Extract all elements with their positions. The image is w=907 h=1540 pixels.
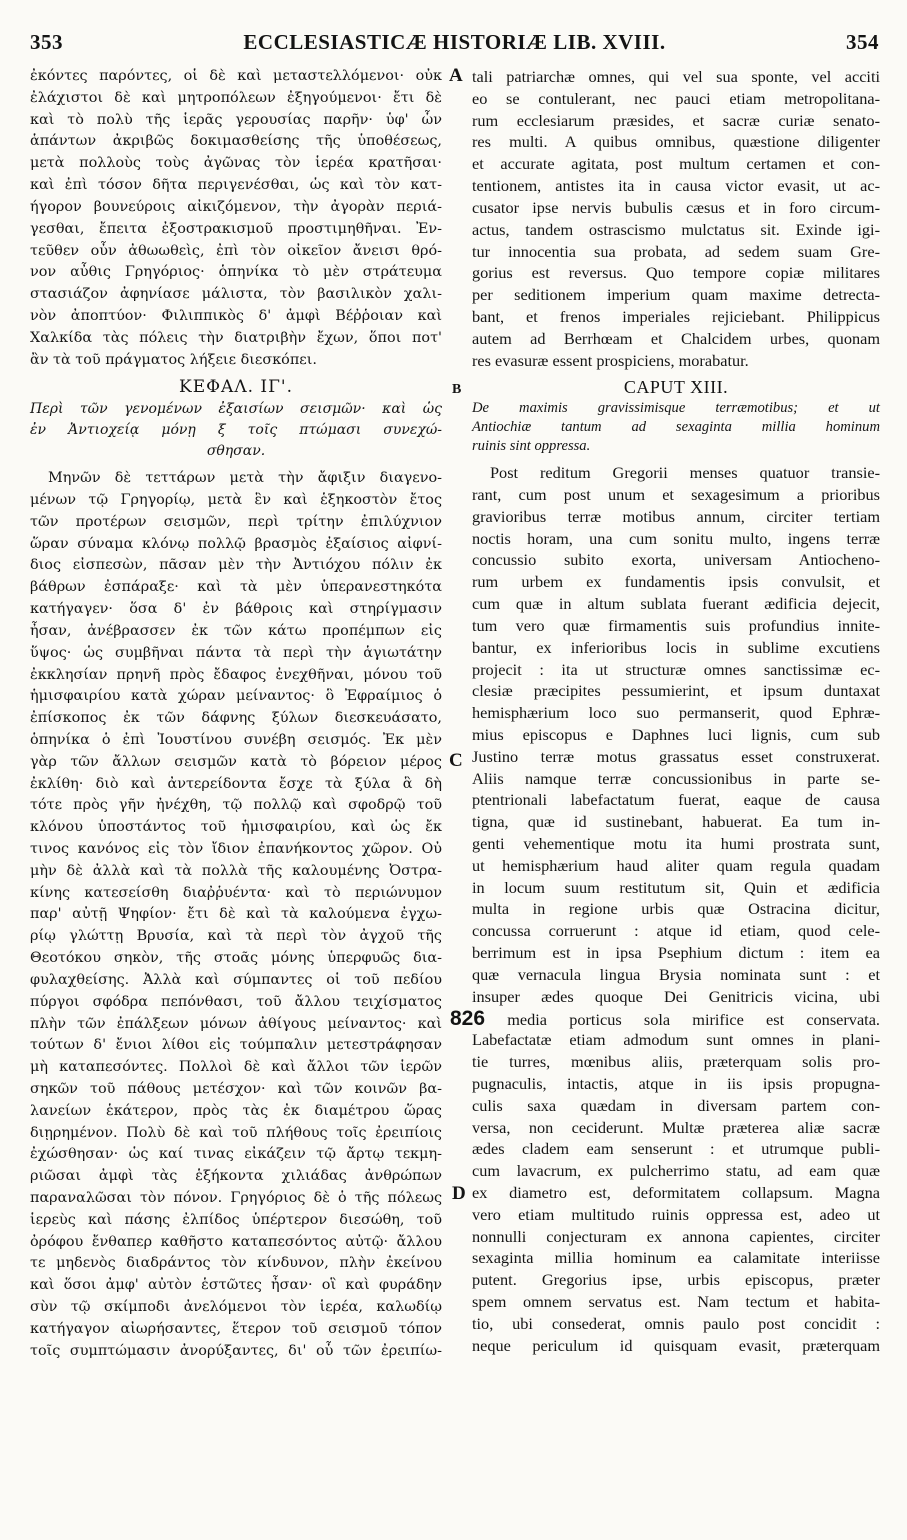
chapter-subtitle-line: Περὶ τῶν γενομένων ἐξαισίων σεισμῶν· καὶ ὡς [30, 401, 442, 418]
text-line: Χαλκίδα τὰς πόλεις τὴν διατριβὴν ἔχων, ὅποι ποτ' [30, 329, 442, 346]
text-line: projecit : ita ut structuræ omnes sanctissimæ ec- [472, 659, 880, 679]
text-line: versa, non ceciderunt. Multæ præterea aliæ sacræ [472, 1117, 880, 1137]
text-line: Μηνῶν δὲ τεττάρων μετὰ τὴν ἄφιξιν διαγενο- [48, 470, 442, 487]
text-line: bant, et frenos imperiales rejiciebant. Philippicus [472, 306, 880, 326]
text-line: γεσθαι, ἔπειτα ἐξοστρακισμοῦ προστιμηθῆναι. Ἐν- [30, 220, 442, 237]
text-line: sexaginta millia hominum ea calamitate interiisse [472, 1248, 880, 1268]
text-line: ἱερεὺς καὶ πάσης ἐλπίδος ὑπέρτερον διεσώθη, τοῦ [30, 1211, 442, 1228]
text-line: vero etiam multitudo ruinis oppressa est, adeo ut [472, 1204, 880, 1224]
text-line: μὴ καταπεσόντες. Πολλοὶ δὲ καὶ ἄλλοι τῶν ἱερῶν [30, 1059, 442, 1076]
text-line: ἐκόντες παρόντες, οἱ δὲ καὶ μεταστελλόμενοι· οὐκ [30, 68, 442, 84]
text-line: cum lavacrum, ex pulcherrimo statu, ad eam quæ [472, 1161, 880, 1181]
text-line: genti vehementique motu ita humi prostrata sunt, [472, 834, 880, 853]
text-line: σὺν τῷ σκίμποδι ἀνελόμενοι τὸν ἱερέα, καλωδίῳ [30, 1299, 442, 1316]
text-line: tentionem, antistes ita in causa victor evasit, ut ac- [472, 176, 880, 196]
text-line: ἐκκλησίαν πρηνῆ πρὸς ἔδαφος ἐνεχθῆναι, μόνου τοῦ [30, 666, 442, 683]
text-line: νὸν ἀποπτύον· Φιλιππικὸς δ' ἀμφὶ Βέῤῥοιαν καὶ [30, 307, 442, 324]
text-line: actus, tandem ostrascismo mulctatus sit. Exinde igi- [472, 219, 880, 239]
text-line: rum urbem ex fundamentis ipsis convulsit, et [472, 572, 880, 592]
text-line: Labefactatæ etiam admodum sunt omnes in plani- [472, 1030, 880, 1050]
text-line: παρ' αὐτῇ Ψηφίον· ἔτι δὲ καὶ τὰ καλούμενα ἐγχω- [30, 906, 442, 923]
text-line: ήγορον βουνεύροις αἰκιζόμενον, τὴν ἀγορὰν περιά- [30, 198, 442, 215]
text-line: autem ad Berrhœam et Chalcidem urbes, quonam [472, 328, 880, 348]
text-line: κατήγαγεν· ὅσα δ' ἐν βάθροις καὶ στηρίγμασιν [30, 601, 442, 618]
text-line: rum ecclesiarum præsides, et sacræ curiæ senato- [472, 110, 880, 130]
chapter-subtitle-line: σθησαν. [206, 443, 266, 460]
text-line: clesiæ præcipites pessumierint, et ipsum duntaxat [472, 681, 880, 701]
text-line: per seditionem imperium quam maxime detrecta- [472, 285, 880, 305]
text-line: καὶ ἐπὶ τόσον δῆτα περιγενέσθαι, ὡς καὶ τὸν κατ- [30, 177, 442, 194]
text-line: λανείων ἑκάτερον, πρὸς τὰς ἐκ διαμέτρου ὥρας [30, 1102, 442, 1119]
text-line: res multi. A quibus omnibus, quæstione diligenter [472, 132, 880, 152]
text-line: tie turres, mœnibus aliis, præterquam solis pro- [472, 1052, 880, 1072]
text-line: in locum suum restitutum sit, Quin et ædificia [472, 877, 880, 897]
text-line: ριῶσαι ἀμφὶ τὰς ἑξήκοντα χιλιάδας ἀνθρώπων [30, 1168, 442, 1185]
text-line: eo se contulerant, nec pauci etiam metropolitana- [472, 88, 880, 108]
text-line: ἐκλίθη· διὸ καὶ ἀντερείδοντα ἔσχε τὰ ξύλα ἃ δὴ [30, 775, 442, 792]
text-line: ὥραν σύναμα κλόνῳ πολλῷ βρασμὸς ἐξαίσιος αἰφνί- [30, 535, 442, 552]
chapter-subtitle-line: De maximis gravissimisque terræmotibus; et ut [472, 400, 880, 417]
text-line: ἐχώσθησαν· ὡς καί τινας εἰκάζειν τῷ ἄρτῳ τεκμη- [30, 1146, 442, 1163]
text-line: παραναλῶσαι τὸν πόνον. Γρηγόριος δὲ ὁ τῆς πόλεως [30, 1190, 442, 1206]
text-line: στασιάζον ἀφηνίασε μάλιστα, τὸν βασιλικὸν χαλι- [30, 286, 442, 303]
text-line: spem omnem servatus est. Nam tectum et habita- [472, 1292, 880, 1312]
text-line: mius episcopus e Daphnes luci lignis, cum sub [472, 724, 880, 744]
text-line: hemisphærium loco suo permanserit, quod Ephræ- [472, 703, 880, 723]
text-line: concussa corruerunt : atque id etiam, quod cele- [472, 921, 880, 941]
text-line: gorius est reversus. Quo tempore copiæ militares [472, 263, 880, 283]
text-line: διῃρημένον. Πολὺ δὲ καὶ τοῦ πλήθους τοῖς ἐρειπίοις [30, 1124, 442, 1141]
text-line: tum vero quæ firmamentis suis profundius innite- [472, 615, 880, 635]
text-line: ρίῳ γλώττῃ Βρυσία, καὶ τὰ περὶ τὸν ἀγχοῦ τῆς [30, 928, 442, 945]
text-line: ædes cladem eam senserunt : et utrumque publi- [472, 1139, 880, 1159]
text-line: multa in regione urbis quæ Ostracina dicitur, [472, 899, 880, 919]
text-line: pugnaculis, intactis, atque in iis ipsis propugna- [472, 1073, 880, 1093]
text-line: ὁπηνίκα ὁ ἐπὶ Ἰουστίνου συνέβη σεισμός. Ἐκ μὲν [30, 731, 442, 748]
text-line: nonnulli conjecturam ex annona capientes, circiter [472, 1226, 880, 1246]
text-line: μὴν δὲ ἀλλὰ καὶ τὰ πολλὰ τῆς καλουμένης Ὀστρα- [30, 862, 442, 879]
text-line: noctis horam, una cum sonitu multo, ingens terræ [472, 528, 880, 548]
text-line: μένων τῷ Γρηγορίῳ, μετὰ ἓν καὶ ἑξηκοστὸν ἔτος [30, 492, 442, 508]
text-line: ptentrionali labefactatum fuerat, eaque de causa [472, 790, 880, 810]
chapter-heading: ΚΕΦΑΛ. ΙΓ'. [179, 377, 293, 398]
text-line: tur innocentia sua probata, ad sedem suam Gre- [472, 241, 880, 261]
text-line: ἡμισφαιρίου κατὰ χώραν μείναντος· ὃ Ἐφραίμιος ὁ [30, 688, 442, 705]
chapter-subtitle-line: Antiochiæ tantum ad sexaginta millia hominum [472, 419, 880, 436]
text-line: ὀρόφου ἔνθαπερ καθῆστο καταπεσόντος αὐτῷ· ἄλλου [30, 1233, 442, 1250]
chapter-heading: CAPUT XIII. [623, 377, 729, 398]
text-line: Post reditum Gregorii menses quatuor transie- [490, 463, 880, 483]
greek-column [30, 66, 442, 1363]
text-line: tali patriarchæ omnes, qui vel sua sponte, vel acciti [472, 67, 880, 86]
text-line: ὕψος· ὡς συμβῆναι πάντα τὰ περὶ τὴν ἁγιωτάτην [30, 644, 442, 661]
chapter-subtitle-line: ruinis sint oppressa. [472, 438, 591, 455]
text-line: ἐπίσκοπος ἐκ τῶν δάφνης ξύλων διεσκευάσατο, [30, 710, 442, 727]
text-line: rant, cum post unum et sexagesimum a prioribus [472, 485, 880, 504]
text-line: 826 media porticus sola mirifice est conservata. [450, 1006, 880, 1030]
chapter-subtitle-line: ἐν Ἀντιοχείᾳ μόνῃ ξ τοῖς πτώμασι συνεχώ- [30, 422, 442, 439]
margin-marker-b: B [452, 382, 462, 397]
text-line: tigna, quæ id sustinebant, habuerat. Ea tum in- [472, 812, 880, 832]
latin-column [450, 66, 880, 1357]
text-line: neque periculum id quisquam evasit, præterquam [472, 1335, 880, 1355]
text-line: berrimum est in ipsa Psephium dictum : item ea [472, 943, 880, 963]
text-line: tio, ubi consederat, omnis paulo post concidit : [472, 1313, 880, 1333]
text-line: τεῦθεν οὖν ἀθωωθεὶς, ἐπὶ τὸν οἰκεῖον ἄνεισι θρό- [30, 242, 442, 259]
text-line: μετὰ πολλοὺς τοὺς ἀγῶνας τὸν ἱερέα κρατῆσαι· [30, 155, 442, 172]
text-line: ut hemisphærium haud aliter quam regula quadam [472, 855, 880, 875]
text-line: ἐλάχιστοι δὲ καὶ μητροπόλεων ἐξηγούμενοι· ἔτι δὲ [30, 89, 442, 106]
text-line: τινος κανόνος εἰς τὸν ἴδιον ἐπανήκοντος χῶρον. Οὐ [30, 841, 442, 857]
text-line: πλὴν τῶν ἐπάλξεων μόνων ἀθίγους μείναντος· καὶ [30, 1015, 442, 1032]
margin-marker-c: C [449, 750, 463, 771]
text-line: cum quæ in altum sublata fuerant ædificia dejecit, [472, 594, 880, 614]
text-line: βάθρων ἐσπάραξε· καὶ τὰ μὲν ὑπερανεστηκότα [30, 579, 442, 596]
text-line: ἁπάντων ἀκριβῶς δοκιμασθείσης τῆς ὑποθέσεως, [30, 133, 442, 150]
text-line: κλόνου ὑποστάντος τοῦ ἡμισφαιρίου, καὶ ὡς ἔκ [30, 819, 442, 836]
text-line: νον αὖθις Γρηγόριος· ὁπηνίκα τὸ μὲν στράτευμα [30, 264, 442, 281]
text-line: καὶ ὅσοι ἀμφ' αὐτὸν ἑστῶτες ἦσαν· οἳ καὶ φυράδην [30, 1277, 442, 1294]
text-line: κίνης κατεσείσθη διαῤῥυέντα· καὶ τὸ περιώνυμον [30, 884, 442, 901]
text-line: σηκῶν τοῦ πάθους μετέσχον· καὶ τῶν κοινῶν βα- [30, 1080, 442, 1097]
text-line: γὰρ τῶν ἄλλων σεισμῶν κατὰ τὸ βόρειον μέρος [30, 753, 442, 770]
text-line: res evasuræ essent prospiciens, morabatur. [472, 350, 749, 370]
text-line: Θεοτόκου σηκὸν, τῆς στοᾶς μόνης ὑπερφυῶς δια- [30, 950, 442, 967]
text-line: ἂν τὰ τοῦ πράγματος λήξειε διεσκόπει. [30, 351, 317, 368]
text-line: bantur, ex inferioribus locis in sublime excutiens [472, 637, 880, 657]
text-line: quæ vernacula lingua Brysia nominata sunt : et [472, 964, 880, 984]
text-line: τούτων δ' ἔνιοι λίθοι εἰς τούμπαλιν μετεστράφησαν [30, 1037, 442, 1054]
text-line: gravioribus terræ motibus annum, circiter tertiam [472, 506, 880, 526]
text-line: ἦσαν, ἀνέβρασσεν ἐκ τῶν κάτω προπέμπων εἰς [30, 622, 442, 639]
text-line: φυλαχθείσης. Ἀλλὰ καὶ σύμπαντες οἱ τοῦ πεδίου [30, 971, 442, 988]
text-line: πύργοι σφόδρα πεπόνθασι, τοῦ ἄλλου τειχίσματος [30, 993, 442, 1010]
text-line: concussio subito exorta, universam Antiocheno- [472, 550, 880, 570]
text-line: Aliis namque terræ concussionibus in parte se- [472, 768, 880, 788]
margin-marker-d: D [452, 1183, 466, 1204]
text-line: ex diametro est, deformitatem collapsum. Magna [472, 1183, 880, 1202]
text-line: insuper ædes quoque Dei Genitricis vicina, ubi [472, 986, 880, 1006]
text-line: τε μηδενὸς διαδράντος τὸν κίνδυνον, πλὴν ἐκείνου [30, 1255, 442, 1272]
text-line: cusator ipse nervis bubulis cæsus et in foro circum- [472, 197, 880, 217]
page-number-right: 354 [846, 30, 879, 54]
text-line: τοῖς συμπτώμασιν ἀνορύξαντες, δι' οὗ τῶν ἐρειπίω- [30, 1342, 442, 1359]
text-line: putent. Gregorius ipse, urbis episcopus, præter [472, 1270, 880, 1290]
text-line: Justino terræ motus grassatus esset construxerat. [472, 746, 880, 766]
text-line: τότε πρὸς γῆν ἠνέχθη, τῷ πολλῷ καὶ σφοδρῷ τοῦ [30, 797, 442, 814]
text-line: καὶ τὸ πολὺ τῆς ἱερᾶς γερουσίας παρῆν· ὑφ' ὧν [30, 111, 442, 128]
running-header [30, 30, 879, 62]
text-line: διος εἰσπεσὼν, πᾶσαν μὲν τὴν Ἀντιόχου πόλιν ἐκ [30, 557, 442, 574]
text-line: τῶν προτέρων σεισμῶν, περὶ τρίτην ἐπιλύχνιον [30, 513, 442, 530]
text-line: culis saxa quædam in diversam partem con- [472, 1095, 880, 1115]
margin-marker-a: A [449, 65, 463, 86]
inline-page-number: 826 [450, 1006, 486, 1030]
page-number-left: 353 [30, 30, 63, 54]
text-line: κατήγαγον αἰωρήσαντες, ἕτερον τοῦ σεισμοῦ τόπον [30, 1320, 442, 1337]
text-line: et accurate agitata, post multum certamen et con- [472, 154, 880, 174]
running-title: ECCLESIASTICÆ HISTORIÆ LIB. XVIII. [243, 30, 666, 54]
